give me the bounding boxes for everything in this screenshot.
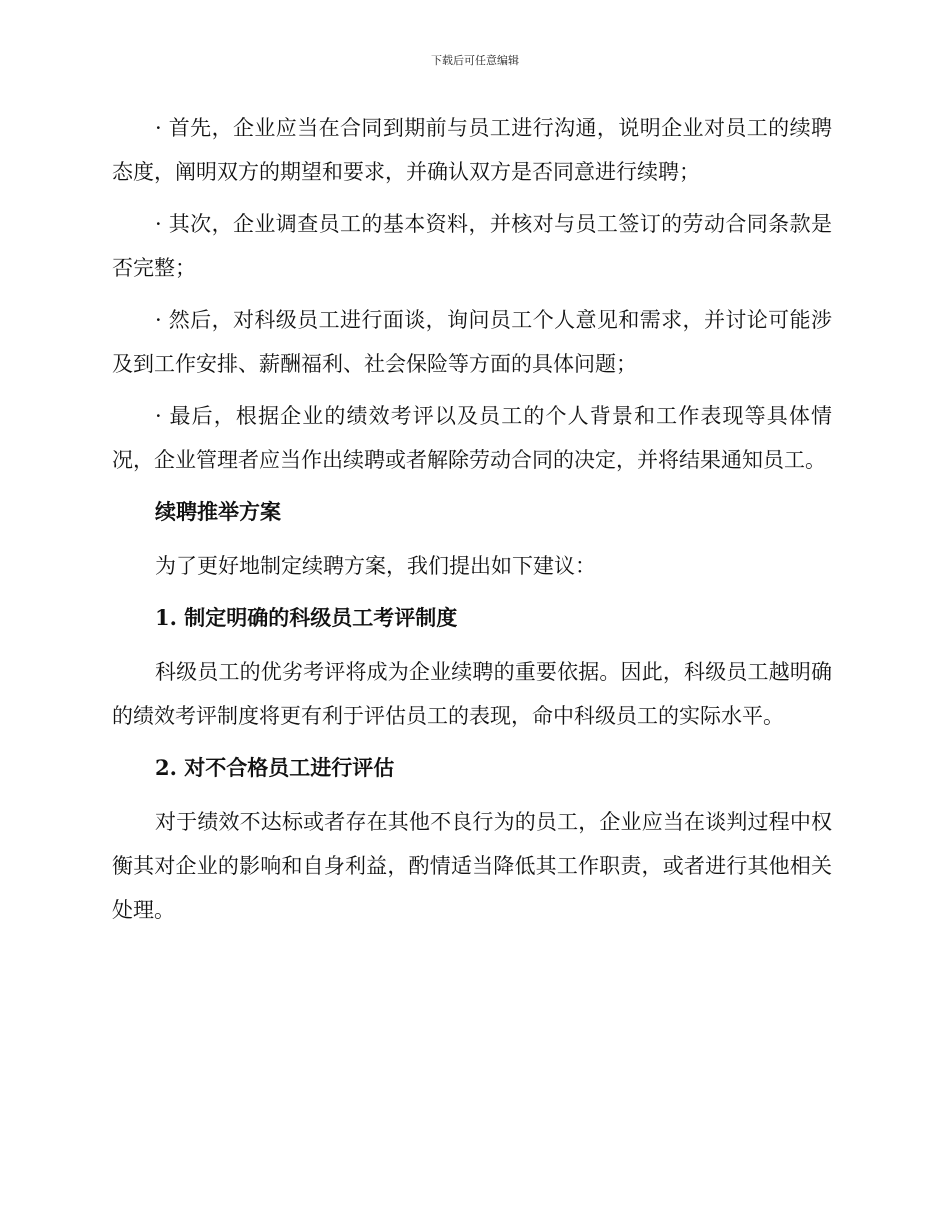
section-title: 续聘推举方案 [155, 499, 281, 524]
bullet-paragraph-3: · 然后，对科级员工进行面谈，询问员工个人意见和需求，并讨论可能涉及到工作安排、薪酬福利、社会保险等方面的具体问题； [112, 308, 832, 376]
subheading-2: 2. 对不合格员工进行评估 [155, 755, 395, 780]
subheading-1: 1. 制定明确的科级员工考评制度 [155, 605, 458, 630]
subheading-2-paragraph: 对于绩效不达标或者存在其他不良行为的员工，企业应当在谈判过程中权衡其对企业的影响和自身利益，酌情适当降低其工作职责，或者进行其他相关处理。 [112, 810, 832, 922]
page-header-note: 下载后可任意编辑 [431, 54, 519, 67]
subheading-1-paragraph: 科级员工的优劣考评将成为企业续聘的重要依据。因此，科级员工越明确的绩效考评制度将更有利于评估员工的表现，命中科级员工的实际水平。 [112, 660, 832, 728]
bullet-paragraph-2: · 其次，企业调查员工的基本资料，并核对与员工签订的劳动合同条款是否完整； [112, 212, 832, 280]
intro-paragraph: 为了更好地制定续聘方案，我们提出如下建议： [155, 554, 596, 578]
bullet-paragraph-1: · 首先，企业应当在合同到期前与员工进行沟通，说明企业对员工的续聘态度，阐明双方的期望和要求，并确认双方是否同意进行续聘； [112, 116, 832, 184]
bullet-paragraph-4: · 最后，根据企业的绩效考评以及员工的个人背景和工作表现等具体情况，企业管理者应当作出续聘或者解除劳动合同的决定，并将结果通知员工。 [112, 404, 832, 472]
document-body [112, 106, 832, 940]
